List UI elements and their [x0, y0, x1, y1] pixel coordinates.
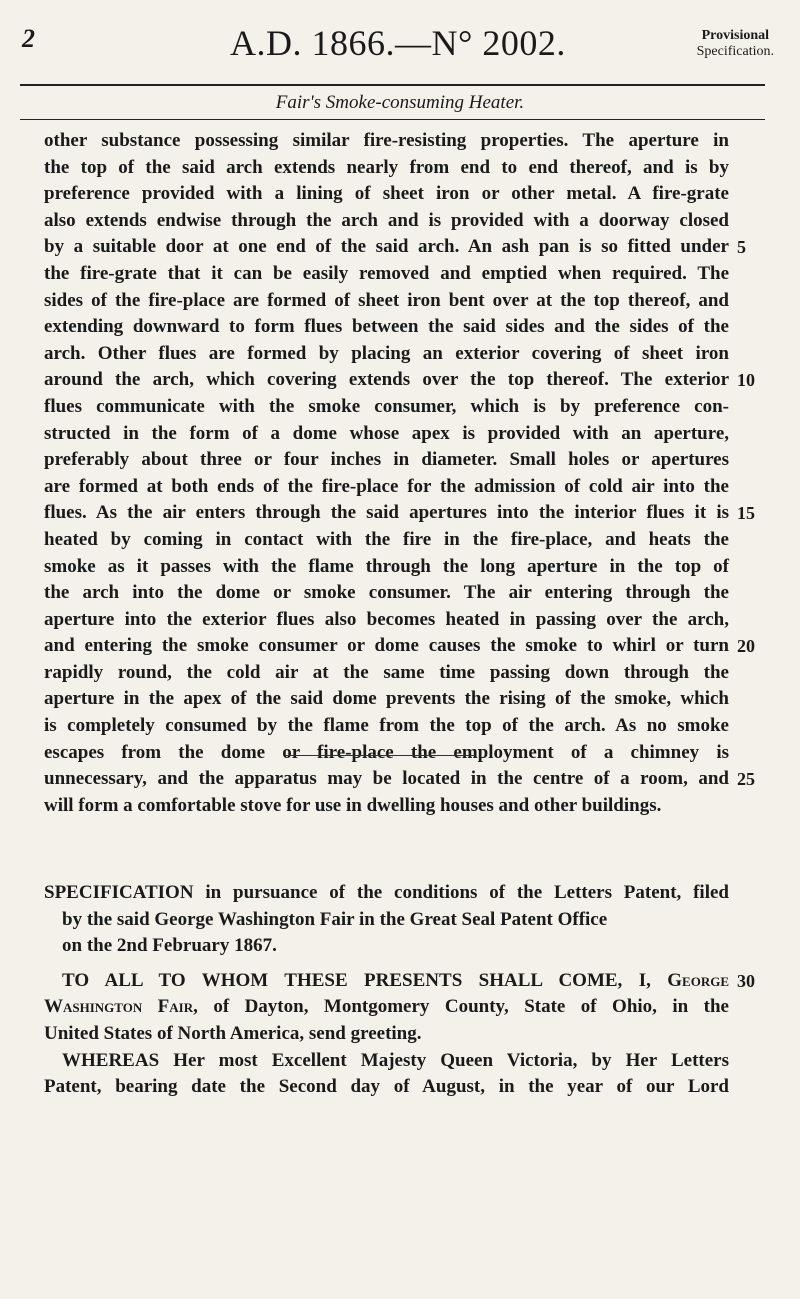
text-line: preference provided with a lining of sheet iron or other metal. A fire-grate	[44, 183, 729, 205]
text-line: on the 2nd February 1867.	[62, 935, 277, 957]
salutation-lead: TO ALL TO WHOM THESE PRESENTS SHALL COME, I,	[62, 969, 668, 991]
text-line-with-number	[44, 367, 755, 394]
line-number: 15	[737, 503, 755, 524]
subtitle: Fair's Smoke-consuming Heater.	[275, 92, 525, 113]
text-line: the arch into the dome or smoke consumer. The air entering through the	[44, 582, 729, 604]
specification-section	[44, 880, 755, 1101]
header-rule	[20, 84, 765, 86]
line-number: 5	[737, 237, 746, 258]
text-line: smoke as it passes with the flame through the long aperture in the top of	[44, 555, 729, 577]
line-number: 25	[737, 769, 755, 790]
text-line: also extends endwise through the arch and is provided with a doorway closed	[44, 209, 729, 231]
text-line: will form a comfortable stove for use in dwelling houses and other buildings.	[44, 794, 662, 816]
text-line: aperture in the apex of the said dome prevents the rising of the smoke, which	[44, 688, 729, 710]
text-line: structed in the form of a dome whose apex is provided with an aperture,	[44, 422, 729, 444]
text-line: sides of the fire-place are formed of sheet iron bent over at the top thereof, and	[44, 289, 729, 311]
text-line: heated by coming in contact with the fire in the fire-place, and heats the	[44, 528, 729, 550]
body-text	[44, 128, 755, 819]
page-header	[22, 22, 780, 82]
text-line: Patent, bearing date the Second day of August, in the year of our Lord	[44, 1076, 729, 1098]
text-line-content: around the arch, which covering extends over the top thereof. The exterior	[44, 369, 729, 391]
text-line: escapes from the dome or fire-place the employment of a chimney is	[44, 741, 729, 763]
provisional-label: Provisional	[701, 28, 770, 43]
line-number: 20	[737, 636, 755, 657]
text-line-content: flues. As the air enters through the said apertures into the interior flues it is	[44, 502, 729, 524]
line-number: 30	[737, 970, 755, 991]
text-line: rapidly round, the cold air at the same time passing down through the	[44, 661, 729, 683]
text-line: is completely consumed by the flame from the top of the arch. As no smoke	[44, 715, 729, 737]
text-line-content: by a suitable door at one end of the said arch. An ash pan is so fitted under	[44, 236, 729, 258]
text-line: the top of the said arch extends nearly from end to end thereof, and is by	[44, 156, 729, 178]
text-line: other substance possessing similar fire-resisting properties. The aperture in	[44, 130, 729, 151]
subtitle-rule	[20, 119, 765, 120]
text-line: United States of North America, send greeting.	[44, 1022, 422, 1044]
text-line: flues communicate with the smoke consumer, which is by preference con-	[44, 395, 729, 417]
text-line: the fire-grate that it can be easily removed and emptied when required. The	[44, 262, 729, 284]
text-line-with-number	[44, 968, 755, 995]
text-line: arch. Other flues are formed by placing an exterior covering of sheet iron	[44, 342, 729, 364]
text-line-content: and entering the smoke consumer or dome causes the smoke to whirl or turn	[44, 635, 729, 657]
text-line-with-number	[44, 500, 755, 527]
section-divider	[285, 755, 475, 756]
text-line: WHEREAS Her most Excellent Majesty Queen Victoria, by Her Letters	[62, 1049, 729, 1071]
inventor-first-name: George	[667, 969, 729, 991]
inventor-location: , of Dayton, Montgomery County, State of Ohio, in the	[193, 996, 729, 1018]
text-line-with-number	[44, 766, 755, 793]
text-line: are formed at both ends of the fire-place for the admission of cold air into the	[44, 475, 729, 497]
spec-heading-lead: SPECIFICATION	[44, 882, 194, 903]
text-line-with-number	[44, 234, 746, 261]
spec-heading-line	[44, 880, 729, 907]
text-line	[44, 994, 729, 1021]
line-number: 10	[737, 370, 755, 391]
text-line: preferably about three or four inches in diameter. Small holes or apertures	[44, 449, 729, 471]
text-line-content: unnecessary, and the apparatus may be located in the centre of a room, and	[44, 768, 729, 790]
page-number: 2	[22, 24, 35, 53]
text-line: extending downward to form flues between the said sides and the sides of the	[44, 316, 729, 338]
text-line: aperture into the exterior flues also becomes heated in passing over the arch,	[44, 608, 729, 630]
specification-label: Specification.	[696, 44, 774, 59]
provisional-specification-label	[697, 28, 774, 60]
text-line: by the said George Washington Fair in the Great Seal Patent Office	[62, 908, 608, 930]
spec-heading-rest: in pursuance of the conditions of the Letters Patent, filed	[193, 882, 729, 903]
page-title: A.D. 1866.—N° 2002.	[230, 23, 566, 63]
inventor-name: Washington Fair	[44, 996, 194, 1018]
text-line-with-number	[44, 633, 755, 660]
